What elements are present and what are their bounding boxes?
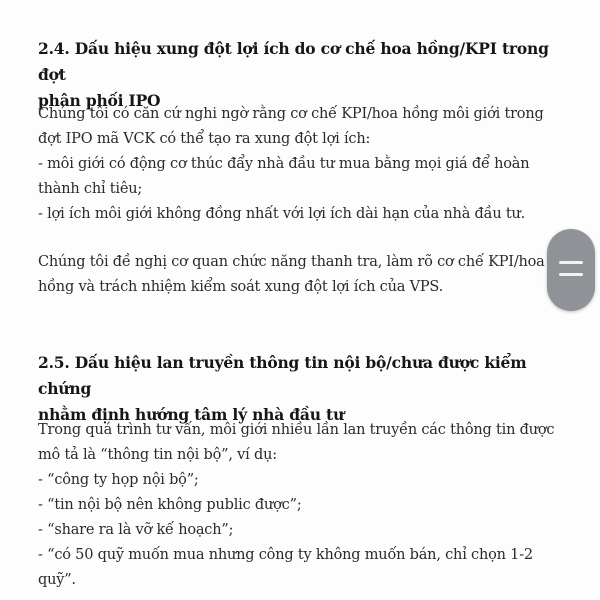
- bullet-item-continued: quỹ”.: [38, 572, 76, 588]
- paragraph-line: hồng và trách nhiệm kiểm soát xung đột lợi ích của VPS.: [38, 279, 444, 295]
- bullet-item-continued: thành chỉ tiêu;: [38, 181, 143, 197]
- bullet-item: - “có 50 quỹ muốn mua nhưng công ty không muốn bán, chỉ chọn 1-2: [38, 547, 533, 563]
- scroll-handle[interactable]: [547, 229, 595, 311]
- bullet-item: - “công ty họp nội bộ”;: [38, 472, 199, 488]
- bullet-item: - môi giới có động cơ thúc đẩy nhà đầu tư mua bằng mọi giá để hoàn: [38, 156, 530, 172]
- paragraph-line: đợt IPO mã VCK có thể tạo ra xung đột lợi ích:: [38, 131, 371, 147]
- heading-line: nhằm định hướng tâm lý nhà đầu tư: [38, 405, 345, 424]
- paragraph-line: Trong quá trình tư vấn, môi giới nhiều lần lan truyền các thông tin được: [38, 422, 555, 438]
- paragraph-line: Chúng tôi đề nghị cơ quan chức năng thanh tra, làm rõ cơ chế KPI/hoa: [38, 254, 545, 270]
- bullet-item: - “share ra là vỡ kế hoạch”;: [38, 522, 234, 538]
- heading-line: phân phối IPO: [38, 91, 161, 110]
- bullet-item: - “tin nội bộ nên không public được”;: [38, 497, 302, 513]
- heading-line: 2.4. Dấu hiệu xung đột lợi ích do cơ chế hoa hồng/KPI trong đợt: [38, 39, 549, 84]
- bullet-item: - lợi ích môi giới không đồng nhất với lợi ích dài hạn của nhà đầu tư.: [38, 206, 526, 222]
- section-heading-2-5: [38, 350, 558, 428]
- heading-line: 2.5. Dấu hiệu lan truyền thông tin nội bộ/chưa được kiểm chứng: [38, 353, 527, 398]
- paragraph-line: mô tả là “thông tin nội bộ”, ví dụ:: [38, 447, 277, 463]
- paragraph-line: Chúng tôi có căn cứ nghi ngờ rằng cơ chế KPI/hoa hồng môi giới trong: [38, 106, 544, 122]
